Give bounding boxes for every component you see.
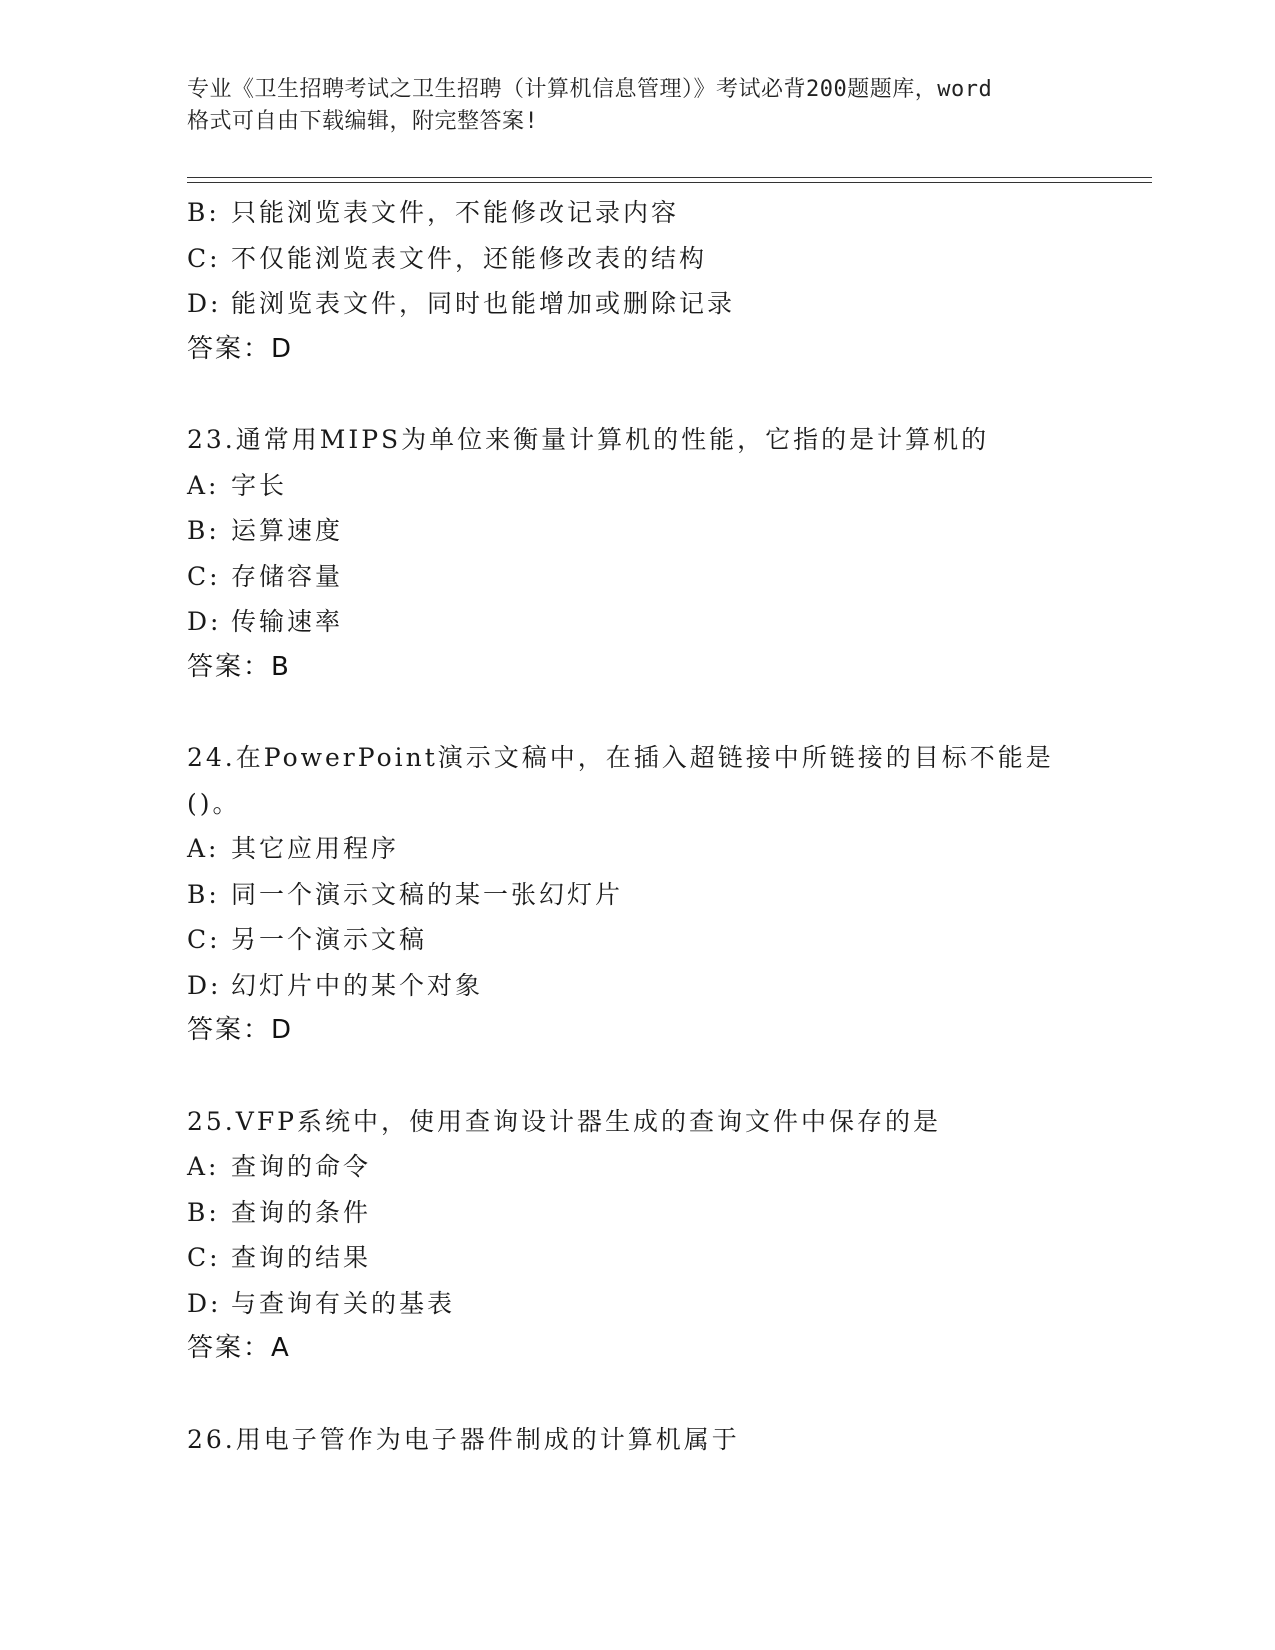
- option-text: 同一个演示文稿的某一张幻灯片: [231, 879, 624, 909]
- question-stem: 26.用电子管作为电子器件制成的计算机属于: [187, 1424, 740, 1454]
- spacer: [187, 690, 1147, 735]
- option-letter: C:: [187, 925, 221, 954]
- spacer: [187, 1372, 1147, 1417]
- option-text: 查询的条件: [231, 1197, 372, 1227]
- option-text: 查询的命令: [231, 1152, 372, 1181]
- option-text: 存储容量: [231, 561, 344, 591]
- option-a: [187, 1144, 1147, 1190]
- option-letter: B:: [187, 879, 220, 909]
- option-letter: D:: [187, 970, 222, 1000]
- option-text: 另一个演示文稿: [231, 925, 428, 954]
- option-b: [187, 190, 1147, 236]
- option-text: 运算速度: [231, 516, 344, 545]
- question-26: [187, 1417, 1147, 1463]
- answer-line: 答案：D: [187, 1015, 294, 1045]
- option-c: [187, 917, 1147, 963]
- question-list: [187, 190, 1147, 1462]
- option-letter: C:: [187, 243, 221, 273]
- document-header: [187, 74, 1107, 138]
- option-b: [187, 1190, 1147, 1236]
- question-stem-continued: ()。: [187, 788, 241, 818]
- question-stem: 25.VFP系统中，使用查询设计器生成的查询文件中保存的是: [187, 1106, 941, 1136]
- question-stem: 23.通常用MIPS为单位来衡量计算机的性能，它指的是计算机的: [187, 425, 990, 454]
- option-c: [187, 236, 1147, 282]
- option-letter: D:: [187, 289, 222, 318]
- answer-line: 答案：D: [187, 333, 294, 364]
- option-a: [187, 826, 1147, 872]
- option-a: [187, 463, 1147, 509]
- option-letter: B:: [187, 516, 220, 545]
- option-text: 不仅能浏览表文件，还能修改表的结构: [231, 243, 708, 273]
- option-text: 只能浏览表文件，不能修改记录内容: [231, 198, 680, 227]
- question-stem: 24.在PowerPoint演示文稿中，在插入超链接中所链接的目标不能是: [187, 743, 1054, 772]
- option-text: 查询的结果: [231, 1243, 372, 1272]
- option-c: [187, 1235, 1147, 1281]
- answer-line: 答案：B: [187, 651, 291, 682]
- option-letter: A:: [187, 1152, 220, 1181]
- option-letter: D:: [187, 607, 222, 636]
- header-divider-bottom: [187, 182, 1152, 183]
- header-line-1: 专业《卫生招聘考试之卫生招聘（计算机信息管理）》考试必背200题题库，word: [187, 77, 993, 102]
- option-letter: B:: [187, 198, 220, 227]
- option-b: [187, 872, 1147, 918]
- option-d: [187, 281, 1147, 327]
- question-23: [187, 417, 1147, 690]
- option-b: [187, 508, 1147, 554]
- spacer: [187, 1054, 1147, 1099]
- question-24: [187, 735, 1147, 1054]
- option-text: 传输速率: [231, 607, 344, 636]
- option-c: [187, 554, 1147, 600]
- question-22: [187, 190, 1147, 372]
- option-letter: A:: [187, 834, 220, 863]
- spacer: [187, 372, 1147, 417]
- option-letter: B:: [187, 1197, 220, 1227]
- option-letter: D:: [187, 1288, 222, 1318]
- option-letter: C:: [187, 561, 221, 591]
- option-d: [187, 599, 1147, 645]
- option-d: [187, 1281, 1147, 1327]
- header-divider-top: [187, 177, 1152, 178]
- option-text: 能浏览表文件，同时也能增加或删除记录: [231, 289, 736, 318]
- option-text: 其它应用程序: [231, 834, 400, 863]
- option-letter: C:: [187, 1243, 221, 1272]
- option-text: 字长: [231, 470, 288, 500]
- answer-line: 答案：A: [187, 1333, 291, 1363]
- option-letter: A:: [187, 470, 220, 500]
- question-25: [187, 1099, 1147, 1372]
- option-text: 幻灯片中的某个对象: [231, 970, 484, 1000]
- option-text: 与查询有关的基表: [231, 1288, 456, 1318]
- header-line-2: 格式可自由下载编辑，附完整答案!: [187, 109, 539, 134]
- option-d: [187, 963, 1147, 1009]
